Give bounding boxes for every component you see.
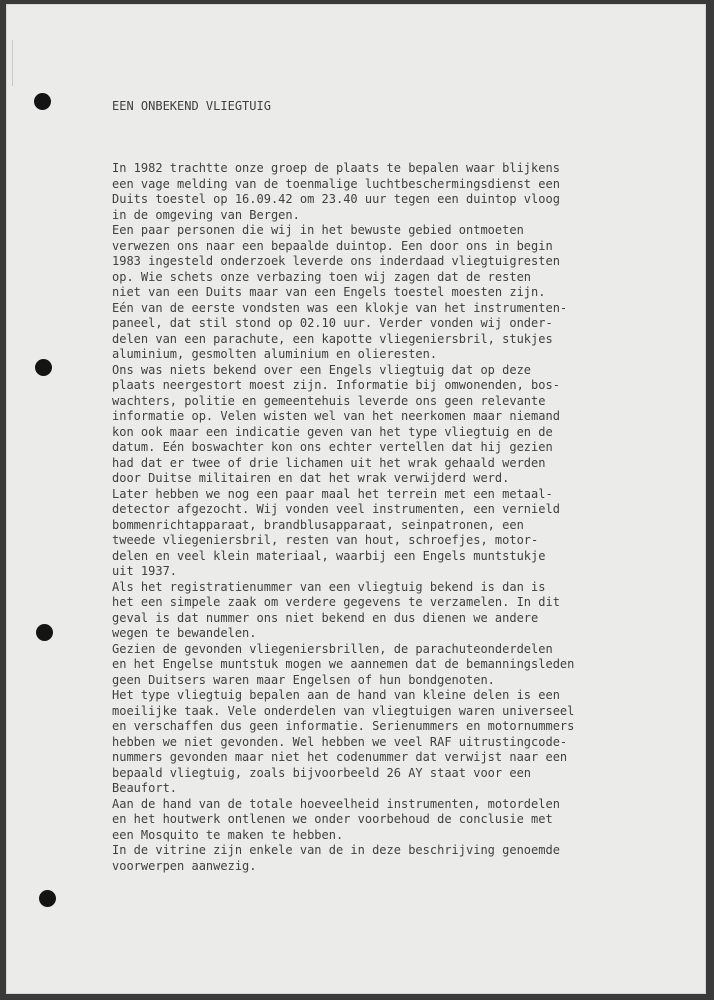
text-line: geen Duitsers waren maar Engelsen of hun bondgenoten. [112,672,495,687]
text-line: informatie op. Velen wisten wel van het neerkomen maar niemand [112,409,560,423]
typed-text-block [112,68,672,890]
text-line: in de omgeving van Bergen. [112,207,300,222]
punch-hole-2 [35,359,52,376]
text-line: In de vitrine zijn enkele van de in deze beschrijving genoemde [112,843,560,857]
text-line: een Mosquito te maken te hebben. [112,827,344,842]
text-line: paneel, dat stil stond op 02.10 uur. Verder vonden wij onder- [112,316,553,330]
text-line: moeilijke taak. Vele onderdelen van vliegtuigen waren universeel [112,703,575,718]
text-line: geval is dat nummer ons niet bekend en dus dienen we andere [112,610,539,625]
text-line: delen van een parachute, een kapotte vliegeniersbril, stukjes [112,331,553,346]
text-line: een vage melding van de toenmalige luchtbeschermingsdienst een [112,176,560,191]
text-line: delen en veel klein materiaal, waarbij een Engels muntstukje [112,548,546,563]
paper-fold-mark [12,40,13,86]
text-line: en verschaffen dus geen informatie. Serienummers en motornummers [112,719,575,733]
text-line: verwezen ons naar een bepaalde duintop. Een door ons in begin [112,238,553,253]
text-line: voorwerpen aanwezig. [112,858,257,873]
text-line: uit 1937. [112,564,178,578]
text-line: bepaald vliegtuig, zoals bijvoorbeeld 26 AY staat voor een [112,765,532,780]
text-line: plaats neergestort moest zijn. Informatie bij omwonenden, bos- [112,378,560,392]
text-line: Een paar personen die wij in het bewuste gebied ontmoeten [112,223,524,237]
text-line: wegen te bewandelen. [112,626,257,640]
punch-hole-1 [34,93,51,110]
text-line: niet van een Duits maar van een Engels toestel moesten zijn. [112,285,546,299]
text-line: en het houtwerk ontlenen we onder voorbehoud de conclusie met [112,812,553,826]
body-text [112,161,672,874]
text-line: Gezien de gevonden vliegeniersbrillen, de parachuteonderdelen [112,641,553,656]
text-line: tweede vliegeniersbril, resten van hout, schroefjes, motor- [112,533,539,547]
text-line: had dat er twee of drie lichamen uit het wrak gehaald werden [112,455,546,470]
text-line: In 1982 trachtte onze groep de plaats te bepalen waar blijkens [112,161,560,175]
text-line: hebben we niet gevonden. Wel hebben we veel RAF uitrustingcode- [112,734,568,749]
text-line: en het Engelse muntstuk mogen we aannemen dat de bemanningsleden [112,657,575,671]
punch-hole-4 [39,890,56,907]
text-line: bommenrichtapparaat, brandblusapparaat, seinpatronen, een [112,517,524,532]
text-line: detector afgezocht. Wij vonden veel instrumenten, een vernield [112,502,560,516]
text-line: het een simpele zaak om verdere gegevens te verzamelen. In dit [112,595,560,609]
text-line: op. Wie schets onze verbazing toen wij zagen dat de resten [112,269,532,284]
text-line: Duits toestel op 16.09.42 om 23.40 uur tegen een duintop vloog [112,192,560,206]
text-line: Als het registratienummer van een vliegtuig bekend is dan is [112,579,546,594]
punch-hole-3 [36,624,53,641]
text-line: Het type vliegtuig bepalen aan de hand van kleine delen is een [112,688,560,702]
text-line: Beaufort. [112,781,178,795]
text-line: datum. Eén boswachter kon ons echter vertellen dat hij gezien [112,440,553,454]
document-title: EEN ONBEKEND VLIEGTUIG [112,99,271,113]
text-line: Ons was niets bekend over een Engels vliegtuig dat op deze [112,362,532,377]
text-line: nummers gevonden maar niet het codenummer dat verwijst naar een [112,750,568,764]
text-line: Eén van de eerste vondsten was een klokje van het instrumenten- [112,300,568,315]
text-line: kon ook maar een indicatie geven van het type vliegtuig en de [112,424,553,439]
text-line: aluminium, gesmolten aluminium en olieresten. [112,347,438,361]
text-line: wachters, politie en gemeentehuis leverde ons geen relevante [112,393,546,408]
text-line: Later hebben we nog een paar maal het terrein met een metaal- [112,486,553,501]
text-line: Aan de hand van de totale hoeveelheid instrumenten, motordelen [112,796,560,811]
text-line: door Duitse militairen en dat het wrak verwijderd werd. [112,471,510,485]
text-line: 1983 ingesteld onderzoek leverde ons inderdaad vliegtuigresten [112,254,560,268]
